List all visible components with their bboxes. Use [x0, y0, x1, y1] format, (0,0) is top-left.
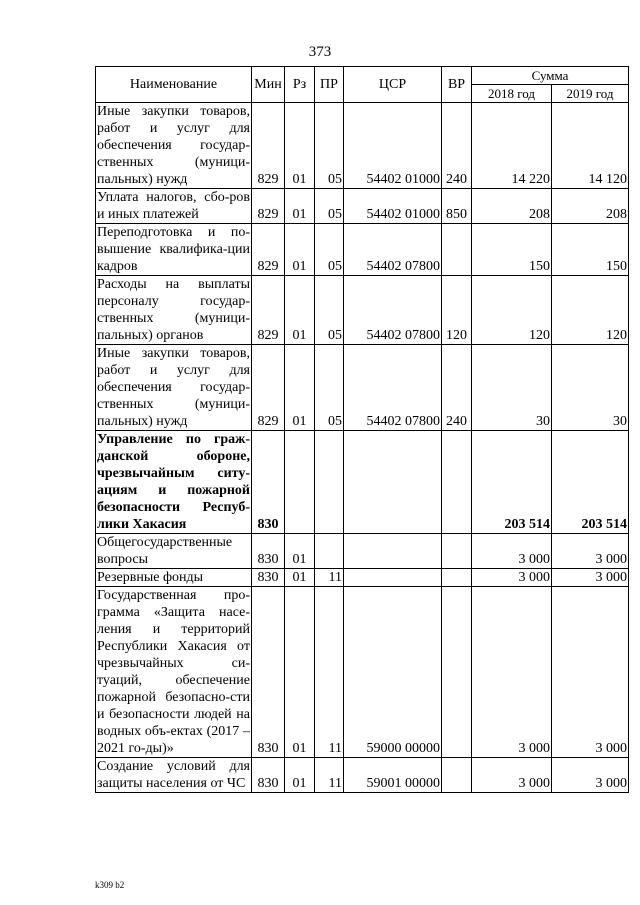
cell-vr	[442, 758, 472, 793]
cell-min: 830	[252, 569, 285, 587]
cell-2018: 208	[472, 189, 552, 224]
table-row	[96, 224, 629, 276]
cell-rz: 01	[285, 345, 315, 431]
table-row	[96, 431, 629, 534]
cell-vr	[442, 587, 472, 758]
cell-name: Расходы на выплаты персоналу государ-ственных (муници-пальных) органов	[97, 277, 250, 343]
table-row	[96, 534, 629, 569]
cell-csr: 54402 07800	[344, 276, 442, 345]
cell-2018: 203 514	[472, 431, 552, 534]
cell-pr: 11	[315, 569, 344, 587]
cell-name: Уплата налогов, сбо-ров и иных платежей	[97, 190, 250, 222]
cell-vr: 850	[442, 189, 472, 224]
cell-csr	[344, 431, 442, 534]
cell-2019: 30	[552, 345, 629, 431]
cell-rz	[285, 431, 315, 534]
page-number: 373	[308, 44, 332, 60]
cell-pr: 11	[315, 758, 344, 793]
header-2019: 2019 год	[552, 85, 629, 103]
table-row	[96, 587, 629, 758]
cell-pr: 11	[315, 587, 344, 758]
cell-2019: 3 000	[552, 758, 629, 793]
cell-vr	[442, 431, 472, 534]
cell-name: Управление по граж-данской обороне, чрезвычайным ситу-ациям и пожарной безопасности Респуб-лики Хакасия	[97, 432, 250, 532]
cell-2019: 3 000	[552, 569, 629, 587]
cell-2018: 150	[472, 224, 552, 276]
cell-vr: 120	[442, 276, 472, 345]
cell-2018: 30	[472, 345, 552, 431]
cell-rz: 01	[285, 224, 315, 276]
cell-rz: 01	[285, 569, 315, 587]
header-pr: ПР	[315, 67, 344, 103]
cell-csr	[344, 534, 442, 569]
header-row	[96, 67, 629, 85]
cell-min: 829	[252, 103, 285, 189]
cell-min: 830	[252, 431, 285, 534]
cell-rz: 01	[285, 276, 315, 345]
header-name: Наименование	[96, 67, 252, 103]
cell-name: Общегосударственные вопросы	[96, 534, 252, 569]
cell-name: Создание условий для защиты населения от ЧС	[97, 759, 250, 791]
cell-name: Иные закупки товаров, работ и услуг для обеспечения государ-ственных (муници-пальных) нужд	[97, 104, 250, 187]
cell-csr	[344, 569, 442, 587]
cell-csr: 59000 00000	[344, 587, 442, 758]
cell-pr: 05	[315, 189, 344, 224]
cell-min: 830	[252, 758, 285, 793]
table-row	[96, 103, 629, 189]
cell-name: Иные закупки товаров, работ и услуг для обеспечения государ-ственных (муници-пальных) нужд	[97, 346, 250, 429]
budget-table	[95, 66, 629, 793]
header-min: Мин	[252, 67, 285, 103]
header-sum: Сумма	[472, 67, 629, 85]
footer-code: k309 b2	[95, 880, 125, 890]
cell-pr	[315, 431, 344, 534]
table-row	[96, 758, 629, 793]
table-body	[96, 103, 629, 793]
cell-csr: 54402 07800	[344, 224, 442, 276]
cell-2018: 3 000	[472, 758, 552, 793]
cell-csr: 54402 07800	[344, 345, 442, 431]
cell-2019: 208	[552, 189, 629, 224]
cell-rz: 01	[285, 103, 315, 189]
cell-pr: 05	[315, 103, 344, 189]
cell-csr: 54402 01000	[344, 189, 442, 224]
cell-2019: 3 000	[552, 587, 629, 758]
cell-2019: 120	[552, 276, 629, 345]
cell-vr	[442, 569, 472, 587]
cell-min: 829	[252, 276, 285, 345]
cell-rz: 01	[285, 189, 315, 224]
cell-vr: 240	[442, 103, 472, 189]
cell-csr: 54402 01000	[344, 103, 442, 189]
table-row	[96, 569, 629, 587]
cell-min: 829	[252, 189, 285, 224]
cell-rz: 01	[285, 587, 315, 758]
header-2018: 2018 год	[472, 85, 552, 103]
cell-rz: 01	[285, 758, 315, 793]
cell-2019: 150	[552, 224, 629, 276]
cell-2019: 203 514	[552, 431, 629, 534]
cell-pr: 05	[315, 276, 344, 345]
cell-rz: 01	[285, 534, 315, 569]
cell-min: 829	[252, 345, 285, 431]
cell-2018: 3 000	[472, 587, 552, 758]
cell-2018: 3 000	[472, 534, 552, 569]
cell-vr: 240	[442, 345, 472, 431]
cell-min: 830	[252, 534, 285, 569]
cell-csr: 59001 00000	[344, 758, 442, 793]
cell-pr	[315, 534, 344, 569]
cell-vr	[442, 534, 472, 569]
header-rz: Рз	[285, 67, 315, 103]
cell-min: 830	[252, 587, 285, 758]
cell-2019: 3 000	[552, 534, 629, 569]
cell-min: 829	[252, 224, 285, 276]
cell-pr: 05	[315, 224, 344, 276]
cell-name: Резервные фонды	[96, 569, 252, 587]
cell-2018: 120	[472, 276, 552, 345]
cell-2018: 3 000	[472, 569, 552, 587]
header-vr: ВР	[442, 67, 472, 103]
cell-2018: 14 220	[472, 103, 552, 189]
table-row	[96, 276, 629, 345]
cell-pr: 05	[315, 345, 344, 431]
table-row	[96, 189, 629, 224]
cell-name: Переподготовка и по-вышение квалифика-ции кадров	[97, 225, 250, 274]
header-csr: ЦСР	[344, 67, 442, 103]
cell-vr	[442, 224, 472, 276]
table-row	[96, 345, 629, 431]
cell-2019: 14 120	[552, 103, 629, 189]
cell-name: Государственная про-грамма «Защита насе-ления и территорий Республики Хакасия от чрезвычайных си-туаций, обеспечение пожарной безопасно-сти и безопасности людей на водных объ-ектах (2017 – 2021 го-ды)»	[97, 588, 250, 756]
